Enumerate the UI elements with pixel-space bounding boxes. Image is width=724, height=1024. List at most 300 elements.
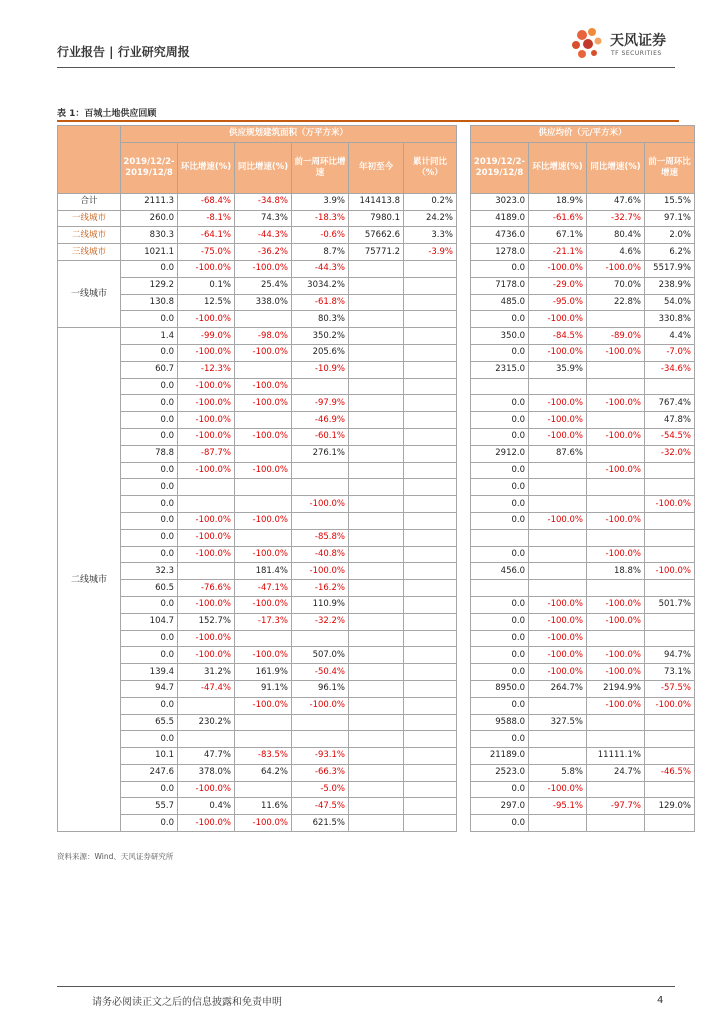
table-cell: -16.2% bbox=[292, 580, 349, 597]
empty-cell bbox=[404, 680, 457, 697]
empty-cell bbox=[404, 311, 457, 328]
empty-cell bbox=[349, 496, 404, 513]
table-cell: -76.6% bbox=[178, 580, 235, 597]
table-cell: 0.0 bbox=[121, 731, 178, 748]
table-cell: 338.0% bbox=[235, 294, 292, 311]
empty-cell bbox=[349, 445, 404, 462]
table-cell: -93.1% bbox=[292, 748, 349, 765]
table-cell: 94.7 bbox=[121, 680, 178, 697]
group-header-area: 供应规划建筑面积（万平方米） bbox=[121, 126, 457, 143]
empty-cell bbox=[404, 781, 457, 798]
table-cell: 18.9% bbox=[529, 193, 587, 210]
table-cell: 64.2% bbox=[235, 764, 292, 781]
column-gap bbox=[457, 529, 471, 546]
table-cell: 0.0 bbox=[471, 344, 529, 361]
table-cell: 21189.0 bbox=[471, 748, 529, 765]
table-cell: -0.6% bbox=[292, 227, 349, 244]
table-cell: -100.0% bbox=[235, 260, 292, 277]
table-cell: -100.0% bbox=[178, 378, 235, 395]
table-cell: 0.0 bbox=[121, 546, 178, 563]
city-row bbox=[58, 260, 695, 277]
table-cell: 0.0 bbox=[121, 462, 178, 479]
table-cell: -99.0% bbox=[178, 328, 235, 345]
table-cell: 456.0 bbox=[471, 563, 529, 580]
table-subheader-row bbox=[58, 142, 695, 193]
table-cell bbox=[587, 311, 645, 328]
table-cell: 8950.0 bbox=[471, 680, 529, 697]
table-cell bbox=[529, 580, 587, 597]
table-cell: -100.0% bbox=[235, 378, 292, 395]
table-cell: -54.5% bbox=[645, 428, 695, 445]
table-cell: -100.0% bbox=[235, 596, 292, 613]
table-cell: -87.7% bbox=[178, 445, 235, 462]
table-cell: -84.5% bbox=[529, 328, 587, 345]
table-cell: 32.3 bbox=[121, 563, 178, 580]
table-cell bbox=[235, 529, 292, 546]
empty-cell bbox=[404, 395, 457, 412]
column-gap bbox=[457, 714, 471, 731]
table-cell bbox=[529, 546, 587, 563]
table-cell: -32.0% bbox=[645, 445, 695, 462]
table-cell: -46.9% bbox=[292, 412, 349, 429]
table-cell: 0.0 bbox=[471, 311, 529, 328]
empty-cell bbox=[404, 428, 457, 445]
city-row bbox=[58, 764, 695, 781]
column-gap bbox=[457, 445, 471, 462]
empty-cell bbox=[349, 815, 404, 832]
table-top-rule bbox=[57, 120, 679, 122]
table-cell: 129.2 bbox=[121, 277, 178, 294]
table-cell: 0.0 bbox=[121, 344, 178, 361]
empty-cell bbox=[404, 462, 457, 479]
empty-cell bbox=[404, 344, 457, 361]
table-cell: -5.0% bbox=[292, 781, 349, 798]
table-cell: 2194.9% bbox=[587, 680, 645, 697]
column-gap bbox=[457, 193, 471, 210]
table-cell: -100.0% bbox=[178, 647, 235, 664]
table-cell: -7.0% bbox=[645, 344, 695, 361]
table-cell: 10.1 bbox=[121, 748, 178, 765]
city-row bbox=[58, 412, 695, 429]
empty-cell bbox=[404, 546, 457, 563]
empty-cell bbox=[404, 630, 457, 647]
empty-cell bbox=[349, 479, 404, 496]
empty-cell bbox=[404, 664, 457, 681]
table-cell: 0.0 bbox=[121, 428, 178, 445]
column-header: 累计同比（%） bbox=[404, 142, 457, 193]
table-cell: -100.0% bbox=[235, 512, 292, 529]
table-cell bbox=[292, 378, 349, 395]
table-cell: -68.4% bbox=[178, 193, 235, 210]
table-cell: -100.0% bbox=[587, 428, 645, 445]
table-cell: 130.8 bbox=[121, 294, 178, 311]
table-cell bbox=[587, 361, 645, 378]
table-cell: -100.0% bbox=[587, 344, 645, 361]
empty-cell bbox=[349, 613, 404, 630]
table-cell bbox=[645, 512, 695, 529]
city-row bbox=[58, 328, 695, 345]
table-caption: 表 1：百城土地供应回顾 bbox=[57, 109, 157, 119]
empty-cell bbox=[349, 361, 404, 378]
column-gap bbox=[457, 580, 471, 597]
table-cell bbox=[235, 445, 292, 462]
table-cell: 9588.0 bbox=[471, 714, 529, 731]
table-cell: 65.5 bbox=[121, 714, 178, 731]
table-cell: -47.5% bbox=[292, 798, 349, 815]
column-gap bbox=[457, 731, 471, 748]
table-cell: -83.5% bbox=[235, 748, 292, 765]
table-cell: 501.7% bbox=[645, 596, 695, 613]
table-cell: 35.9% bbox=[529, 361, 587, 378]
table-cell: 485.0 bbox=[471, 294, 529, 311]
table-cell: 55.7 bbox=[121, 798, 178, 815]
empty-cell bbox=[349, 563, 404, 580]
summary-row bbox=[58, 227, 695, 244]
table-cell: 0.0 bbox=[471, 512, 529, 529]
table-cell: 0.0 bbox=[471, 428, 529, 445]
city-row bbox=[58, 596, 695, 613]
table-cell: 0.2% bbox=[404, 193, 457, 210]
city-row bbox=[58, 361, 695, 378]
table-cell: -21.1% bbox=[529, 244, 587, 261]
table-cell: 276.1% bbox=[292, 445, 349, 462]
table-cell: -100.0% bbox=[645, 563, 695, 580]
table-cell bbox=[645, 815, 695, 832]
table-cell: -95.0% bbox=[529, 294, 587, 311]
empty-cell bbox=[404, 697, 457, 714]
table-cell: -32.2% bbox=[292, 613, 349, 630]
table-cell: 73.1% bbox=[645, 664, 695, 681]
table-cell bbox=[178, 697, 235, 714]
table-cell: -100.0% bbox=[587, 546, 645, 563]
table-cell: 47.7% bbox=[178, 748, 235, 765]
table-cell: 0.0 bbox=[471, 781, 529, 798]
table-cell: -100.0% bbox=[292, 496, 349, 513]
table-cell: -100.0% bbox=[529, 428, 587, 445]
column-gap bbox=[457, 395, 471, 412]
table-cell bbox=[292, 714, 349, 731]
logo-subtitle: TF SECURITIES bbox=[611, 50, 662, 57]
table-cell bbox=[292, 462, 349, 479]
table-cell bbox=[235, 311, 292, 328]
table-cell: -66.3% bbox=[292, 764, 349, 781]
city-row bbox=[58, 428, 695, 445]
table-cell: 67.1% bbox=[529, 227, 587, 244]
table-cell bbox=[645, 613, 695, 630]
table-cell bbox=[529, 529, 587, 546]
table-cell: -64.1% bbox=[178, 227, 235, 244]
city-row bbox=[58, 680, 695, 697]
table-cell: 0.0 bbox=[121, 815, 178, 832]
summary-row bbox=[58, 244, 695, 261]
table-cell: 47.6% bbox=[587, 193, 645, 210]
table-cell: 0.0 bbox=[471, 815, 529, 832]
column-gap bbox=[457, 647, 471, 664]
table-cell bbox=[645, 529, 695, 546]
table-cell bbox=[178, 496, 235, 513]
city-row bbox=[58, 613, 695, 630]
empty-cell bbox=[404, 294, 457, 311]
table-cell: 0.0 bbox=[121, 529, 178, 546]
table-cell: -100.0% bbox=[529, 395, 587, 412]
table-cell: -47.1% bbox=[235, 580, 292, 597]
row-label: 三线城市 bbox=[58, 244, 121, 261]
table-cell bbox=[645, 546, 695, 563]
empty-cell bbox=[349, 630, 404, 647]
table-cell: 181.4% bbox=[235, 563, 292, 580]
empty-cell bbox=[349, 328, 404, 345]
empty-cell bbox=[349, 546, 404, 563]
empty-cell bbox=[349, 731, 404, 748]
empty-cell bbox=[349, 748, 404, 765]
table-cell: 54.0% bbox=[645, 294, 695, 311]
table-cell bbox=[235, 412, 292, 429]
table-cell: 0.0 bbox=[121, 630, 178, 647]
table-cell: 330.8% bbox=[645, 311, 695, 328]
table-cell bbox=[292, 512, 349, 529]
table-cell bbox=[529, 378, 587, 395]
table-cell: 4736.0 bbox=[471, 227, 529, 244]
column-gap bbox=[457, 294, 471, 311]
empty-cell bbox=[404, 260, 457, 277]
footer-disclaimer: 请务必阅读正文之后的信息披露和免责申明 bbox=[92, 997, 282, 1008]
table-header-row bbox=[58, 126, 695, 143]
table-cell bbox=[178, 479, 235, 496]
table-cell: 830.3 bbox=[121, 227, 178, 244]
table-cell bbox=[529, 563, 587, 580]
empty-cell bbox=[349, 781, 404, 798]
table-cell: -100.0% bbox=[529, 613, 587, 630]
table-cell: 8.7% bbox=[292, 244, 349, 261]
table-cell: 350.2% bbox=[292, 328, 349, 345]
city-row bbox=[58, 277, 695, 294]
column-gap bbox=[457, 412, 471, 429]
table-cell: -100.0% bbox=[587, 462, 645, 479]
table-cell: -100.0% bbox=[178, 596, 235, 613]
table-cell bbox=[235, 361, 292, 378]
empty-cell bbox=[349, 714, 404, 731]
table-cell: -100.0% bbox=[235, 395, 292, 412]
table-cell: -100.0% bbox=[178, 815, 235, 832]
table-cell: 297.0 bbox=[471, 798, 529, 815]
table-cell bbox=[235, 630, 292, 647]
city-row bbox=[58, 529, 695, 546]
table-cell bbox=[587, 412, 645, 429]
table-cell: 80.3% bbox=[292, 311, 349, 328]
city-row bbox=[58, 378, 695, 395]
table-cell: 767.4% bbox=[645, 395, 695, 412]
empty-cell bbox=[404, 647, 457, 664]
column-gap bbox=[457, 428, 471, 445]
table-cell: 7178.0 bbox=[471, 277, 529, 294]
tier2-group-label: 二线城市 bbox=[58, 328, 121, 832]
row-label: 二线城市 bbox=[58, 227, 121, 244]
city-row bbox=[58, 748, 695, 765]
table-cell: -100.0% bbox=[529, 344, 587, 361]
table-cell bbox=[645, 630, 695, 647]
table-cell: -57.5% bbox=[645, 680, 695, 697]
column-header: 前一周环比增速 bbox=[645, 142, 695, 193]
table-cell: -100.0% bbox=[178, 546, 235, 563]
table-cell bbox=[645, 731, 695, 748]
column-gap bbox=[457, 260, 471, 277]
table-cell: -97.7% bbox=[587, 798, 645, 815]
table-cell: 3.3% bbox=[404, 227, 457, 244]
table-cell: -46.5% bbox=[645, 764, 695, 781]
table-cell: 3023.0 bbox=[471, 193, 529, 210]
table-cell bbox=[645, 781, 695, 798]
table-cell: 1.4 bbox=[121, 328, 178, 345]
column-gap bbox=[457, 764, 471, 781]
table-cell bbox=[529, 479, 587, 496]
column-header: 前一周环比增速 bbox=[292, 142, 349, 193]
table-cell: 60.7 bbox=[121, 361, 178, 378]
table-cell: -100.0% bbox=[178, 311, 235, 328]
table-cell bbox=[178, 731, 235, 748]
table-cell: -98.0% bbox=[235, 328, 292, 345]
table-cell bbox=[587, 815, 645, 832]
table-cell: 80.4% bbox=[587, 227, 645, 244]
table-cell: -100.0% bbox=[645, 496, 695, 513]
table-cell bbox=[587, 479, 645, 496]
table-cell: -95.1% bbox=[529, 798, 587, 815]
table-cell: -100.0% bbox=[235, 647, 292, 664]
table-cell: 0.0 bbox=[471, 496, 529, 513]
column-gap bbox=[457, 664, 471, 681]
city-row bbox=[58, 630, 695, 647]
table-cell: -100.0% bbox=[529, 647, 587, 664]
table-cell: -100.0% bbox=[235, 462, 292, 479]
table-cell: 378.0% bbox=[178, 764, 235, 781]
table-cell: -100.0% bbox=[529, 260, 587, 277]
table-cell: -100.0% bbox=[178, 412, 235, 429]
table-cell: -100.0% bbox=[292, 563, 349, 580]
table-cell: -100.0% bbox=[178, 630, 235, 647]
empty-cell bbox=[349, 311, 404, 328]
empty-cell bbox=[404, 714, 457, 731]
table-cell: -34.8% bbox=[235, 193, 292, 210]
column-gap bbox=[457, 546, 471, 563]
column-gap bbox=[457, 680, 471, 697]
table-cell: 57662.6 bbox=[349, 227, 404, 244]
table-cell bbox=[645, 748, 695, 765]
column-gap bbox=[457, 344, 471, 361]
city-row bbox=[58, 445, 695, 462]
empty-cell bbox=[349, 277, 404, 294]
empty-cell bbox=[349, 344, 404, 361]
table-cell: 75771.2 bbox=[349, 244, 404, 261]
table-cell: 0.0 bbox=[471, 395, 529, 412]
empty-cell bbox=[404, 412, 457, 429]
table-cell: -100.0% bbox=[529, 664, 587, 681]
table-cell: -100.0% bbox=[529, 311, 587, 328]
table-cell: 0.0 bbox=[121, 697, 178, 714]
table-cell: 0.0 bbox=[471, 647, 529, 664]
table-cell bbox=[529, 731, 587, 748]
column-gap bbox=[457, 328, 471, 345]
column-header: 2019/12/2-2019/12/8 bbox=[471, 142, 529, 193]
table-cell bbox=[471, 378, 529, 395]
column-header: 2019/12/2-2019/12/8 bbox=[121, 142, 178, 193]
table-cell: -100.0% bbox=[178, 781, 235, 798]
table-cell: -100.0% bbox=[587, 647, 645, 664]
column-gap bbox=[457, 479, 471, 496]
city-row bbox=[58, 731, 695, 748]
column-gap bbox=[457, 277, 471, 294]
table-cell: -100.0% bbox=[292, 697, 349, 714]
city-row bbox=[58, 395, 695, 412]
city-row bbox=[58, 546, 695, 563]
table-cell: -100.0% bbox=[587, 395, 645, 412]
table-cell: -36.2% bbox=[235, 244, 292, 261]
table-cell: 3034.2% bbox=[292, 277, 349, 294]
table-cell bbox=[587, 781, 645, 798]
table-cell: 22.8% bbox=[587, 294, 645, 311]
table-cell: 0.0 bbox=[471, 697, 529, 714]
empty-cell bbox=[404, 445, 457, 462]
table-cell: 0.4% bbox=[178, 798, 235, 815]
empty-cell bbox=[404, 764, 457, 781]
table-cell bbox=[529, 496, 587, 513]
city-row bbox=[58, 697, 695, 714]
table-cell: 0.0 bbox=[121, 496, 178, 513]
table-cell: 24.2% bbox=[404, 210, 457, 227]
table-cell: 11111.1% bbox=[587, 748, 645, 765]
table-cell: 15.5% bbox=[645, 193, 695, 210]
table-cell: 7980.1 bbox=[349, 210, 404, 227]
table-cell bbox=[529, 462, 587, 479]
column-gap bbox=[457, 462, 471, 479]
city-row bbox=[58, 479, 695, 496]
table-cell: -100.0% bbox=[529, 512, 587, 529]
empty-cell bbox=[349, 260, 404, 277]
table-cell: -100.0% bbox=[178, 462, 235, 479]
table-cell bbox=[235, 496, 292, 513]
table-cell: -100.0% bbox=[178, 529, 235, 546]
empty-cell bbox=[349, 697, 404, 714]
group-header-price: 供应均价（元/平方米） bbox=[471, 126, 695, 143]
table-cell: -18.3% bbox=[292, 210, 349, 227]
table-cell bbox=[587, 580, 645, 597]
empty-cell bbox=[404, 580, 457, 597]
column-gap bbox=[457, 210, 471, 227]
empty-cell bbox=[404, 596, 457, 613]
header-divider bbox=[57, 67, 675, 68]
logo-name: 天风证券 bbox=[610, 33, 666, 49]
column-gap bbox=[457, 596, 471, 613]
column-gap bbox=[457, 630, 471, 647]
table-cell: -47.4% bbox=[178, 680, 235, 697]
empty-cell bbox=[349, 395, 404, 412]
table-cell: -40.8% bbox=[292, 546, 349, 563]
column-gap bbox=[457, 361, 471, 378]
table-cell: -89.0% bbox=[587, 328, 645, 345]
table-cell: 0.0 bbox=[471, 596, 529, 613]
empty-cell bbox=[404, 529, 457, 546]
table-cell: 4189.0 bbox=[471, 210, 529, 227]
table-cell bbox=[471, 580, 529, 597]
table-cell: 11.6% bbox=[235, 798, 292, 815]
city-row bbox=[58, 512, 695, 529]
table-cell: 0.0 bbox=[471, 630, 529, 647]
empty-cell bbox=[349, 647, 404, 664]
city-row bbox=[58, 664, 695, 681]
column-header: 同比增速(%) bbox=[235, 142, 292, 193]
table-cell bbox=[587, 445, 645, 462]
column-gap bbox=[457, 748, 471, 765]
land-supply-table bbox=[57, 125, 695, 832]
table-cell: -100.0% bbox=[529, 630, 587, 647]
